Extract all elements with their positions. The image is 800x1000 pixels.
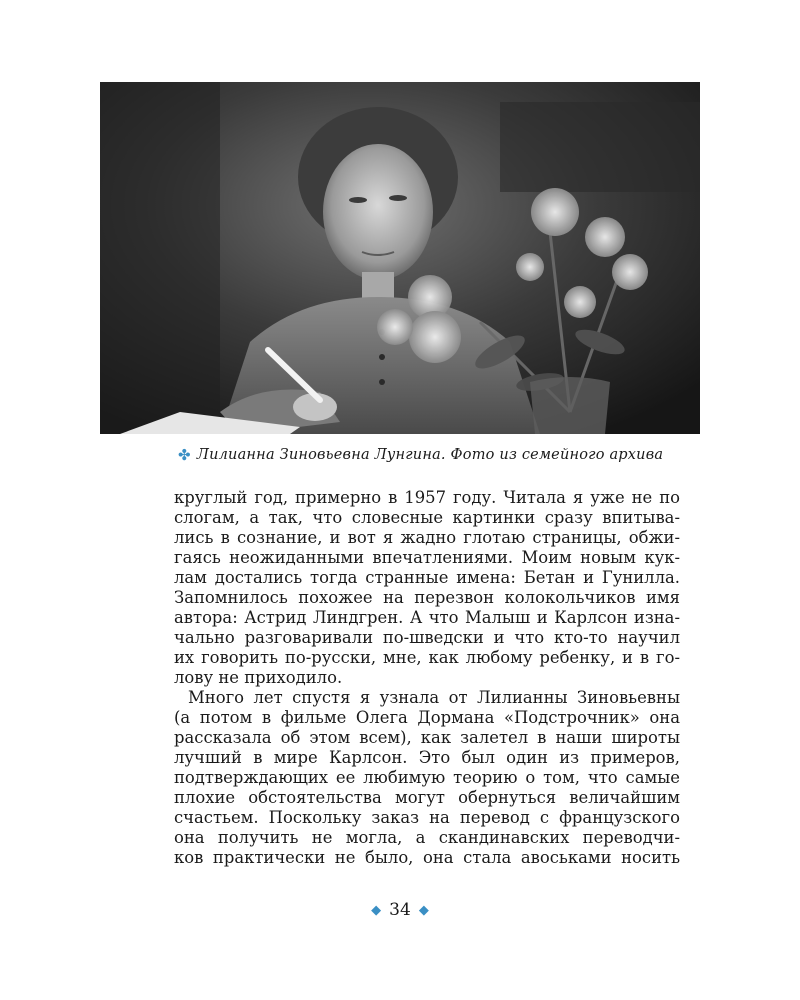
body-line: Запомнилось похожее на перезвон колокольчиков имя	[174, 588, 680, 607]
body-line: счастьем. Поскольку заказ на перевод с французского	[174, 808, 680, 827]
body-line: она получить не могла, а скандинавских переводчи-	[174, 828, 680, 847]
body-line: рассказала об этом всем), как залетел в наши широты	[174, 728, 680, 747]
body-line: лам достались тогда странные имена: Бетан и Гунилла.	[174, 568, 680, 587]
body-line: плохие обстоятельства могут обернуться величайшим	[174, 788, 680, 807]
body-line: гаясь неожиданными впечатлениями. Моим новым кук-	[174, 548, 680, 567]
body-line: их говорить по-русски, мне, как любому ребенку, и в го-	[174, 648, 680, 667]
right-diamond-icon: ◆	[418, 903, 429, 918]
page-footer	[0, 900, 800, 920]
body-line: слогам, а так, что словесные картинки сразу впитыва-	[174, 508, 680, 527]
body-line: лучший в мире Карлсон. Это был один из примеров,	[174, 748, 680, 767]
page-number: 34	[389, 900, 411, 920]
body-text	[174, 488, 680, 868]
body-line: ков практически не было, она стала авоськами носить	[174, 848, 680, 867]
body-line: лову не приходило.	[174, 668, 343, 687]
photo-illustration	[100, 82, 700, 434]
caption-ornament-icon: ✤	[178, 446, 191, 464]
caption-text: Лилианна Зиновьевна Лунгина. Фото из семейного архива	[196, 447, 664, 463]
body-line: (а потом в фильме Олега Дормана «Подстрочник» она	[174, 708, 680, 727]
photo-caption	[178, 446, 664, 464]
body-line: автора: Астрид Линдгрен. А что Малыш и Карлсон изна-	[174, 608, 680, 627]
archive-photo	[100, 82, 700, 434]
body-line: круглый год, примерно в 1957 году. Читала я уже не по	[174, 488, 680, 507]
left-diamond-icon: ◆	[371, 903, 382, 918]
body-line: подтверждающих ее любимую теорию о том, что самые	[174, 768, 680, 787]
body-line: лись в сознание, и вот я жадно глотаю страницы, обжи-	[174, 528, 680, 547]
body-line: Много лет спустя я узнала от Лилианны Зиновьевны	[188, 688, 680, 707]
body-line: чально разговаривали по-шведски и что кто-то научил	[174, 628, 680, 647]
